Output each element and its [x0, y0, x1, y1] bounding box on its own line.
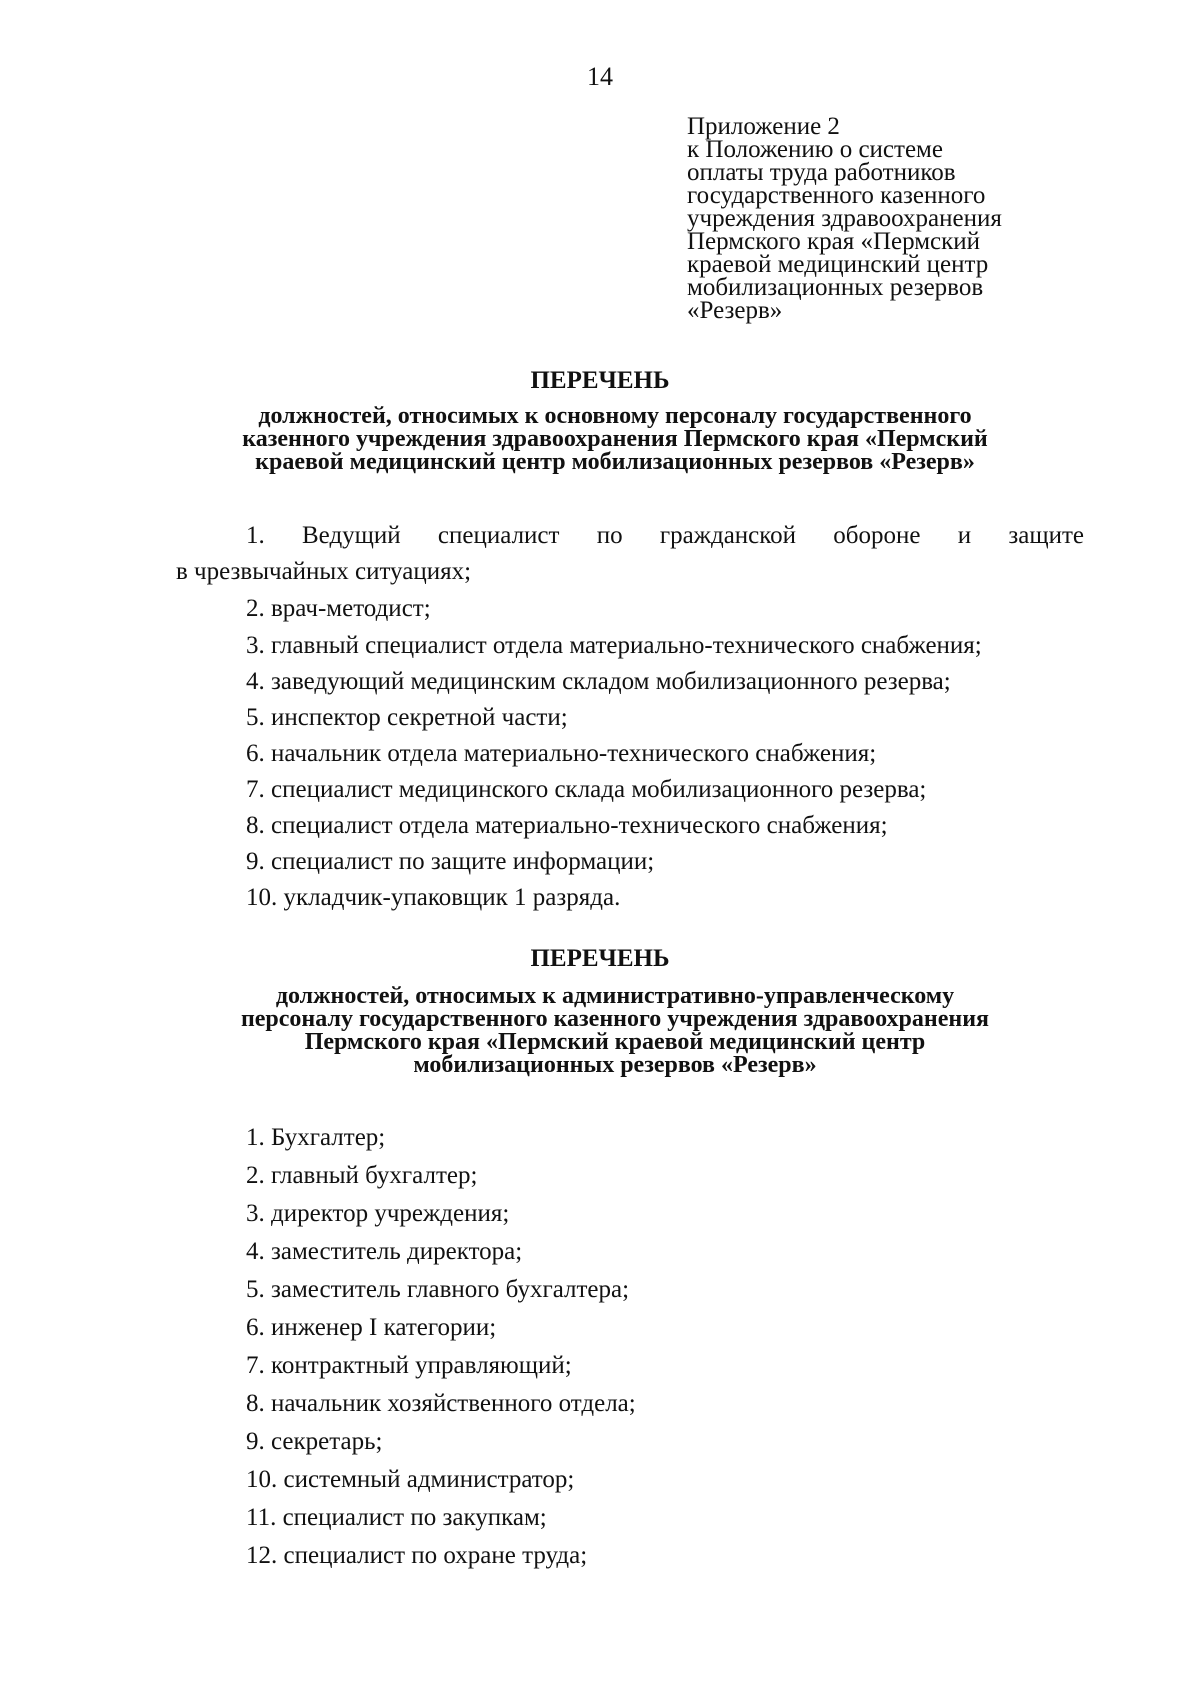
section2-title: ПЕРЕЧЕНЬ [530, 945, 670, 972]
appendix-line: оплаты труда работников [687, 159, 956, 186]
list-item: 5. инспектор секретной части; [246, 704, 568, 731]
appendix-line: краевой медицинский центр [687, 251, 989, 278]
section1-subtitle [150, 405, 1080, 474]
list-item: 3. директор учреждения; [246, 1200, 510, 1227]
subtitle-line: персоналу государственного казенного учреждения здравоохранения [240, 1006, 990, 1032]
list-item: 1. Ведущий специалист по гражданской обороне и защите [246, 522, 1084, 549]
list-item: 3. главный специалист отдела материально-технического снабжения; [246, 632, 982, 659]
appendix-reference [687, 115, 1107, 322]
list-item: 4. заведующий медицинским складом мобилизационного резерва; [246, 668, 951, 695]
list-item: 5. заместитель главного бухгалтера; [246, 1276, 630, 1303]
list-item: 1. Бухгалтер; [246, 1124, 386, 1151]
section2-subtitle [150, 985, 1080, 1077]
subtitle-line: должностей, относимых к основному персоналу государственного [258, 403, 972, 429]
list-item: 9. секретарь; [246, 1428, 383, 1455]
list-item: 2. врач-методист; [246, 595, 431, 622]
list-item: 8. начальник хозяйственного отдела; [246, 1390, 636, 1417]
section1-title: ПЕРЕЧЕНЬ [530, 367, 670, 394]
list-item: 7. контрактный управляющий; [246, 1352, 572, 1379]
subtitle-line: мобилизационных резервов «Резерв» [413, 1052, 817, 1078]
list-item-continuation: в чрезвычайных ситуациях; [176, 558, 472, 585]
appendix-line: мобилизационных резервов [687, 274, 984, 301]
subtitle-line: казенного учреждения здравоохранения Пермского края «Пермский [242, 426, 988, 452]
list-item: 8. специалист отдела материально-технического снабжения; [246, 812, 888, 839]
list-item: 7. специалист медицинского склада мобилизационного резерва; [246, 776, 927, 803]
list-item: 12. специалист по охране труда; [246, 1542, 588, 1569]
list-item: 10. укладчик-упаковщик 1 разряда. [246, 884, 621, 911]
page-number: 14 [587, 62, 613, 91]
list-item: 6. начальник отдела материально-технического снабжения; [246, 740, 877, 767]
subtitle-line: краевой медицинский центр мобилизационных резервов «Резерв» [255, 449, 975, 475]
appendix-line: учреждения здравоохранения [687, 205, 1002, 232]
list-item: 9. специалист по защите информации; [246, 848, 655, 875]
appendix-line: государственного казенного [687, 182, 986, 209]
list-item: 11. специалист по закупкам; [246, 1504, 547, 1531]
appendix-line: к Положению о системе [687, 136, 943, 163]
appendix-line: «Резерв» [687, 297, 783, 324]
list-item: 6. инженер I категории; [246, 1314, 497, 1341]
appendix-line: Пермского края «Пермский [687, 228, 981, 255]
subtitle-line: Пермского края «Пермский краевой медицинский центр [304, 1029, 926, 1055]
subtitle-line: должностей, относимых к административно-управленческому [275, 983, 955, 1009]
list-item: 10. системный администратор; [246, 1466, 575, 1493]
appendix-line: Приложение 2 [687, 113, 840, 140]
list-item: 2. главный бухгалтер; [246, 1162, 478, 1189]
list-item: 4. заместитель директора; [246, 1238, 523, 1265]
